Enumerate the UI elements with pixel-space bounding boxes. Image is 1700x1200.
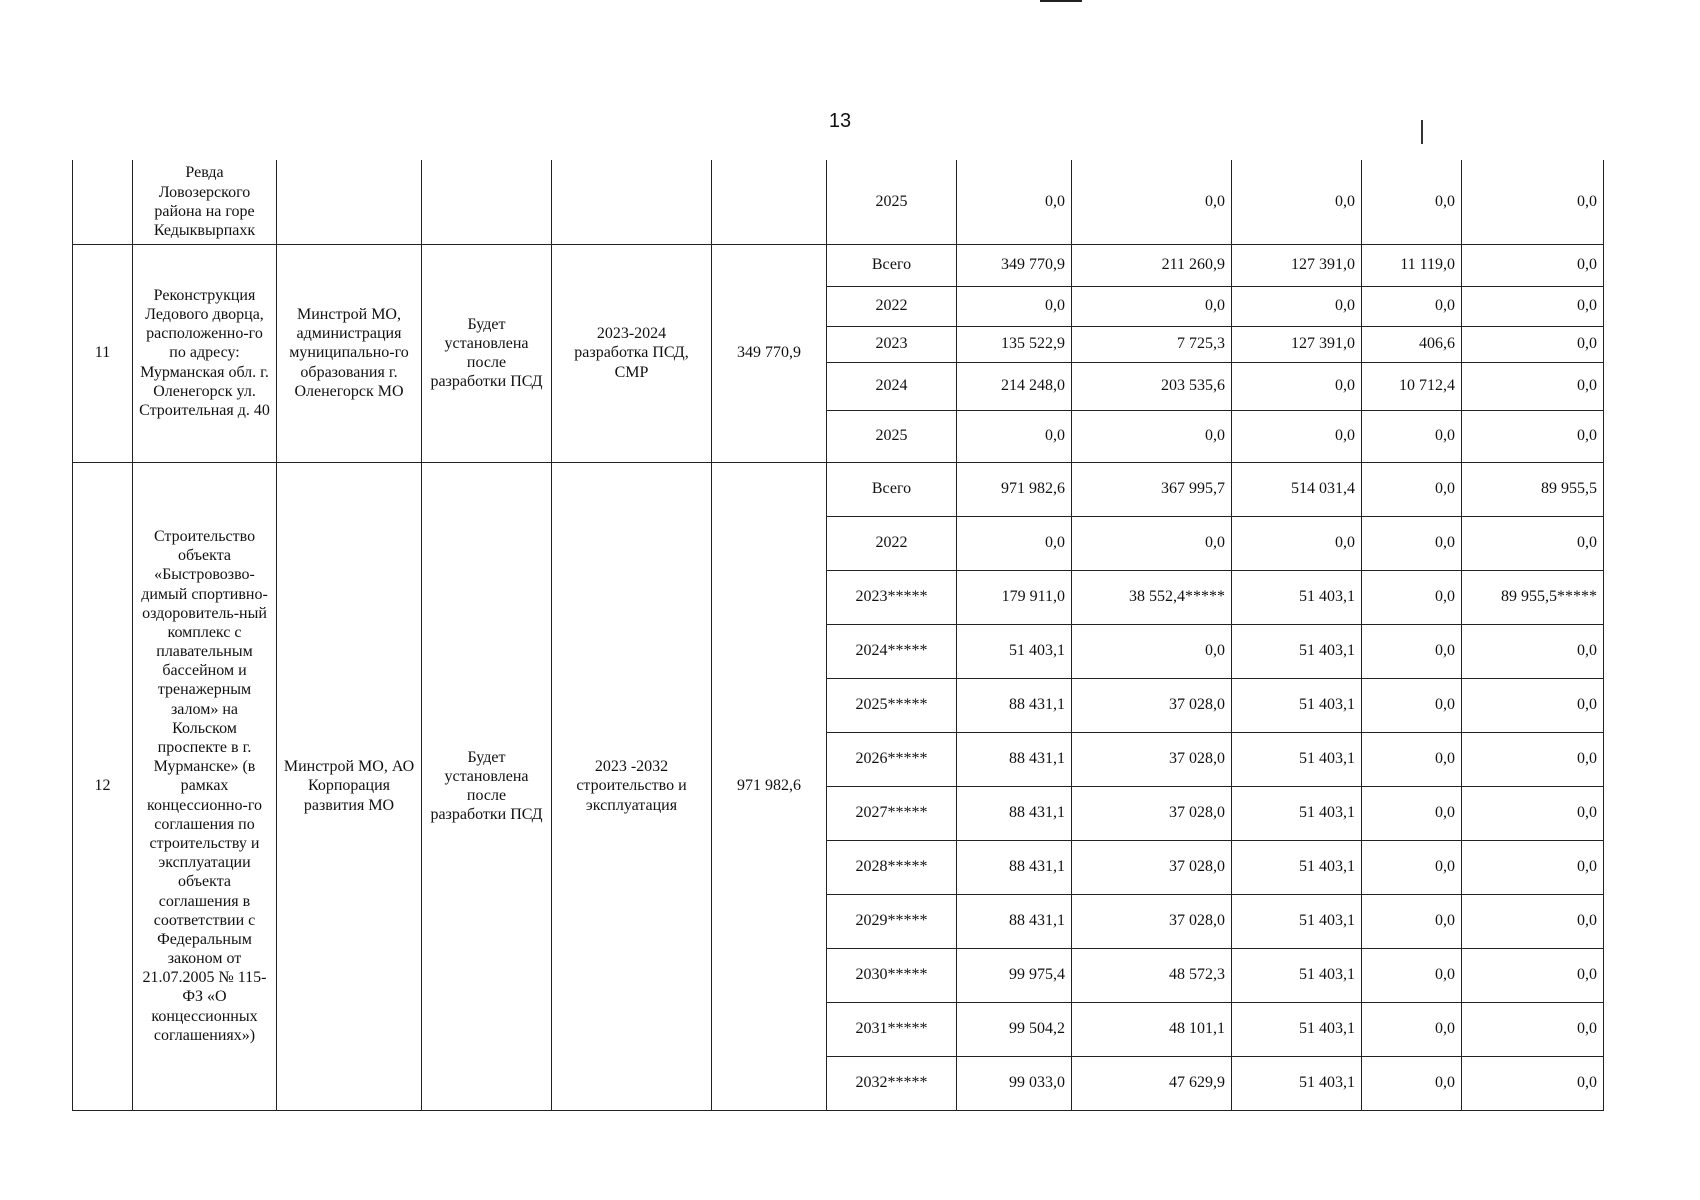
cell-federal: 37 028,0 (1072, 678, 1232, 732)
cell-total: 88 431,1 (957, 840, 1072, 894)
cell-regional: 51 403,1 (1232, 624, 1362, 678)
cell-municipal: 0,0 (1362, 786, 1462, 840)
cell-other: 0,0 (1462, 732, 1604, 786)
cell-other: 0,0 (1462, 516, 1604, 570)
cell-regional: 0,0 (1232, 410, 1362, 462)
cell-regional: 0,0 (1232, 362, 1362, 410)
funding-table (72, 160, 1604, 1111)
cell-total: 99 975,4 (957, 948, 1072, 1002)
cell-federal: 37 028,0 (1072, 786, 1232, 840)
cell-other: 0,0 (1462, 894, 1604, 948)
cell-regional: 51 403,1 (1232, 678, 1362, 732)
cell-capacity: Будет установлена после разработки ПСД (422, 462, 552, 1110)
cell-year: 2027***** (827, 786, 957, 840)
cell-year: 2023***** (827, 570, 957, 624)
cell-period: 2023 -2032 строительство и эксплуатация (552, 462, 712, 1110)
cell-federal: 38 552,4***** (1072, 570, 1232, 624)
cell-year: 2022 (827, 286, 957, 326)
cell-federal: 48 572,3 (1072, 948, 1232, 1002)
cell-object: Строительство объекта «Быстровозво-димый спортивно-оздоровитель-ный комплекс с плавательным бассейном и тренажерным залом» на Кольском проспекте в г. Мурманске» (в рамках концессионно-го соглашения по строительству и эксплуатации объекта соглашения в соответствии с Федеральным законом от 21.07.2005 № 115-ФЗ «О концессионных соглашениях») (133, 462, 277, 1110)
cell-other: 0,0 (1462, 244, 1604, 286)
cell-regional: 51 403,1 (1232, 786, 1362, 840)
cell-cost: 971 982,6 (712, 462, 827, 1110)
cell-federal: 0,0 (1072, 410, 1232, 462)
cell-regional: 51 403,1 (1232, 840, 1362, 894)
cell-regional: 51 403,1 (1232, 948, 1362, 1002)
cell-regional: 0,0 (1232, 286, 1362, 326)
cell-year: 2024***** (827, 624, 957, 678)
cell-total: 971 982,6 (957, 462, 1072, 516)
cell-municipal: 0,0 (1362, 160, 1462, 244)
table-row (73, 244, 1604, 286)
cell-total: 135 522,9 (957, 326, 1072, 362)
cell-municipal: 0,0 (1362, 948, 1462, 1002)
cell-municipal: 0,0 (1362, 894, 1462, 948)
cell-period: 2023-2024 разработка ПСД, СМР (552, 244, 712, 462)
cell-customer: Минстрой МО, АО Корпорация развития МО (277, 462, 422, 1110)
cell-municipal: 0,0 (1362, 624, 1462, 678)
cell-federal: 37 028,0 (1072, 732, 1232, 786)
cell-total: 88 431,1 (957, 894, 1072, 948)
cell-year: 2025 (827, 410, 957, 462)
cell-total: 0,0 (957, 410, 1072, 462)
cell-year: Всего (827, 462, 957, 516)
cell-year: 2029***** (827, 894, 957, 948)
cell-regional: 127 391,0 (1232, 326, 1362, 362)
cell-num: 12 (73, 462, 133, 1110)
cell-municipal: 0,0 (1362, 732, 1462, 786)
cell-municipal: 11 119,0 (1362, 244, 1462, 286)
cell-total: 214 248,0 (957, 362, 1072, 410)
cell-other: 89 955,5 (1462, 462, 1604, 516)
cell-federal: 0,0 (1072, 516, 1232, 570)
cell-cost: 349 770,9 (712, 244, 827, 462)
cell-capacity (422, 160, 552, 244)
cell-year: 2031***** (827, 1002, 957, 1056)
cell-num (73, 160, 133, 244)
cell-other: 0,0 (1462, 410, 1604, 462)
cell-object: Ревда Ловозерского района на горе Кедыквырпахк (133, 160, 277, 244)
cell-other: 0,0 (1462, 840, 1604, 894)
cell-year: 2030***** (827, 948, 957, 1002)
cell-object: Реконструкция Ледового дворца, расположенно-го по адресу: Мурманская обл. г. Оленегорск ул. Строительная д. 40 (133, 244, 277, 462)
cell-year: 2028***** (827, 840, 957, 894)
cell-regional: 51 403,1 (1232, 570, 1362, 624)
cell-regional: 0,0 (1232, 516, 1362, 570)
cell-regional: 514 031,4 (1232, 462, 1362, 516)
cell-other: 89 955,5***** (1462, 570, 1604, 624)
cell-total: 0,0 (957, 160, 1072, 244)
cell-year: 2032***** (827, 1056, 957, 1110)
cell-year: 2024 (827, 362, 957, 410)
cell-federal: 37 028,0 (1072, 840, 1232, 894)
cell-year: 2023 (827, 326, 957, 362)
cell-regional: 51 403,1 (1232, 894, 1362, 948)
cell-regional: 51 403,1 (1232, 732, 1362, 786)
cell-other: 0,0 (1462, 362, 1604, 410)
cell-federal: 211 260,9 (1072, 244, 1232, 286)
cell-regional: 0,0 (1232, 160, 1362, 244)
cell-other: 0,0 (1462, 286, 1604, 326)
cell-federal: 47 629,9 (1072, 1056, 1232, 1110)
cell-year: 2026***** (827, 732, 957, 786)
cell-other: 0,0 (1462, 1002, 1604, 1056)
cell-federal: 0,0 (1072, 624, 1232, 678)
cell-total: 99 033,0 (957, 1056, 1072, 1110)
cell-total: 88 431,1 (957, 678, 1072, 732)
cell-total: 99 504,2 (957, 1002, 1072, 1056)
cell-total: 0,0 (957, 516, 1072, 570)
cell-customer: Минстрой МО, администрация муниципально-го образования г. Оленегорск МО (277, 244, 422, 462)
cell-other: 0,0 (1462, 326, 1604, 362)
cell-municipal: 406,6 (1362, 326, 1462, 362)
cell-total: 88 431,1 (957, 732, 1072, 786)
cell-other: 0,0 (1462, 948, 1604, 1002)
cell-total: 51 403,1 (957, 624, 1072, 678)
cell-municipal: 0,0 (1362, 678, 1462, 732)
cell-capacity: Будет установлена после разработки ПСД (422, 244, 552, 462)
cell-other: 0,0 (1462, 786, 1604, 840)
cell-municipal: 0,0 (1362, 1002, 1462, 1056)
cell-other: 0,0 (1462, 1056, 1604, 1110)
cell-federal: 48 101,1 (1072, 1002, 1232, 1056)
cell-municipal: 0,0 (1362, 840, 1462, 894)
cell-municipal: 0,0 (1362, 462, 1462, 516)
cell-total: 349 770,9 (957, 244, 1072, 286)
cell-total: 0,0 (957, 286, 1072, 326)
cell-year: 2025 (827, 160, 957, 244)
cell-regional: 51 403,1 (1232, 1002, 1362, 1056)
table-row (73, 462, 1604, 516)
cell-federal: 367 995,7 (1072, 462, 1232, 516)
cell-other: 0,0 (1462, 624, 1604, 678)
table-body (73, 160, 1604, 1110)
cell-municipal: 0,0 (1362, 286, 1462, 326)
cell-total: 88 431,1 (957, 786, 1072, 840)
cell-other: 0,0 (1462, 160, 1604, 244)
cell-regional: 127 391,0 (1232, 244, 1362, 286)
top-edge-mark (1040, 0, 1082, 2)
cell-regional: 51 403,1 (1232, 1056, 1362, 1110)
cell-other: 0,0 (1462, 678, 1604, 732)
cell-num: 11 (73, 244, 133, 462)
cell-year: 2025***** (827, 678, 957, 732)
cell-municipal: 0,0 (1362, 1056, 1462, 1110)
cell-total: 179 911,0 (957, 570, 1072, 624)
cell-federal: 0,0 (1072, 286, 1232, 326)
cell-customer (277, 160, 422, 244)
cell-federal: 37 028,0 (1072, 894, 1232, 948)
cell-municipal: 0,0 (1362, 516, 1462, 570)
cell-municipal: 0,0 (1362, 570, 1462, 624)
margin-mark (1421, 120, 1423, 144)
table-row (73, 160, 1604, 244)
cell-municipal: 10 712,4 (1362, 362, 1462, 410)
cell-federal: 0,0 (1072, 160, 1232, 244)
page-number: 13 (828, 110, 852, 132)
cell-period (552, 160, 712, 244)
cell-cost (712, 160, 827, 244)
cell-federal: 203 535,6 (1072, 362, 1232, 410)
cell-year: Всего (827, 244, 957, 286)
cell-municipal: 0,0 (1362, 410, 1462, 462)
cell-year: 2022 (827, 516, 957, 570)
cell-federal: 7 725,3 (1072, 326, 1232, 362)
